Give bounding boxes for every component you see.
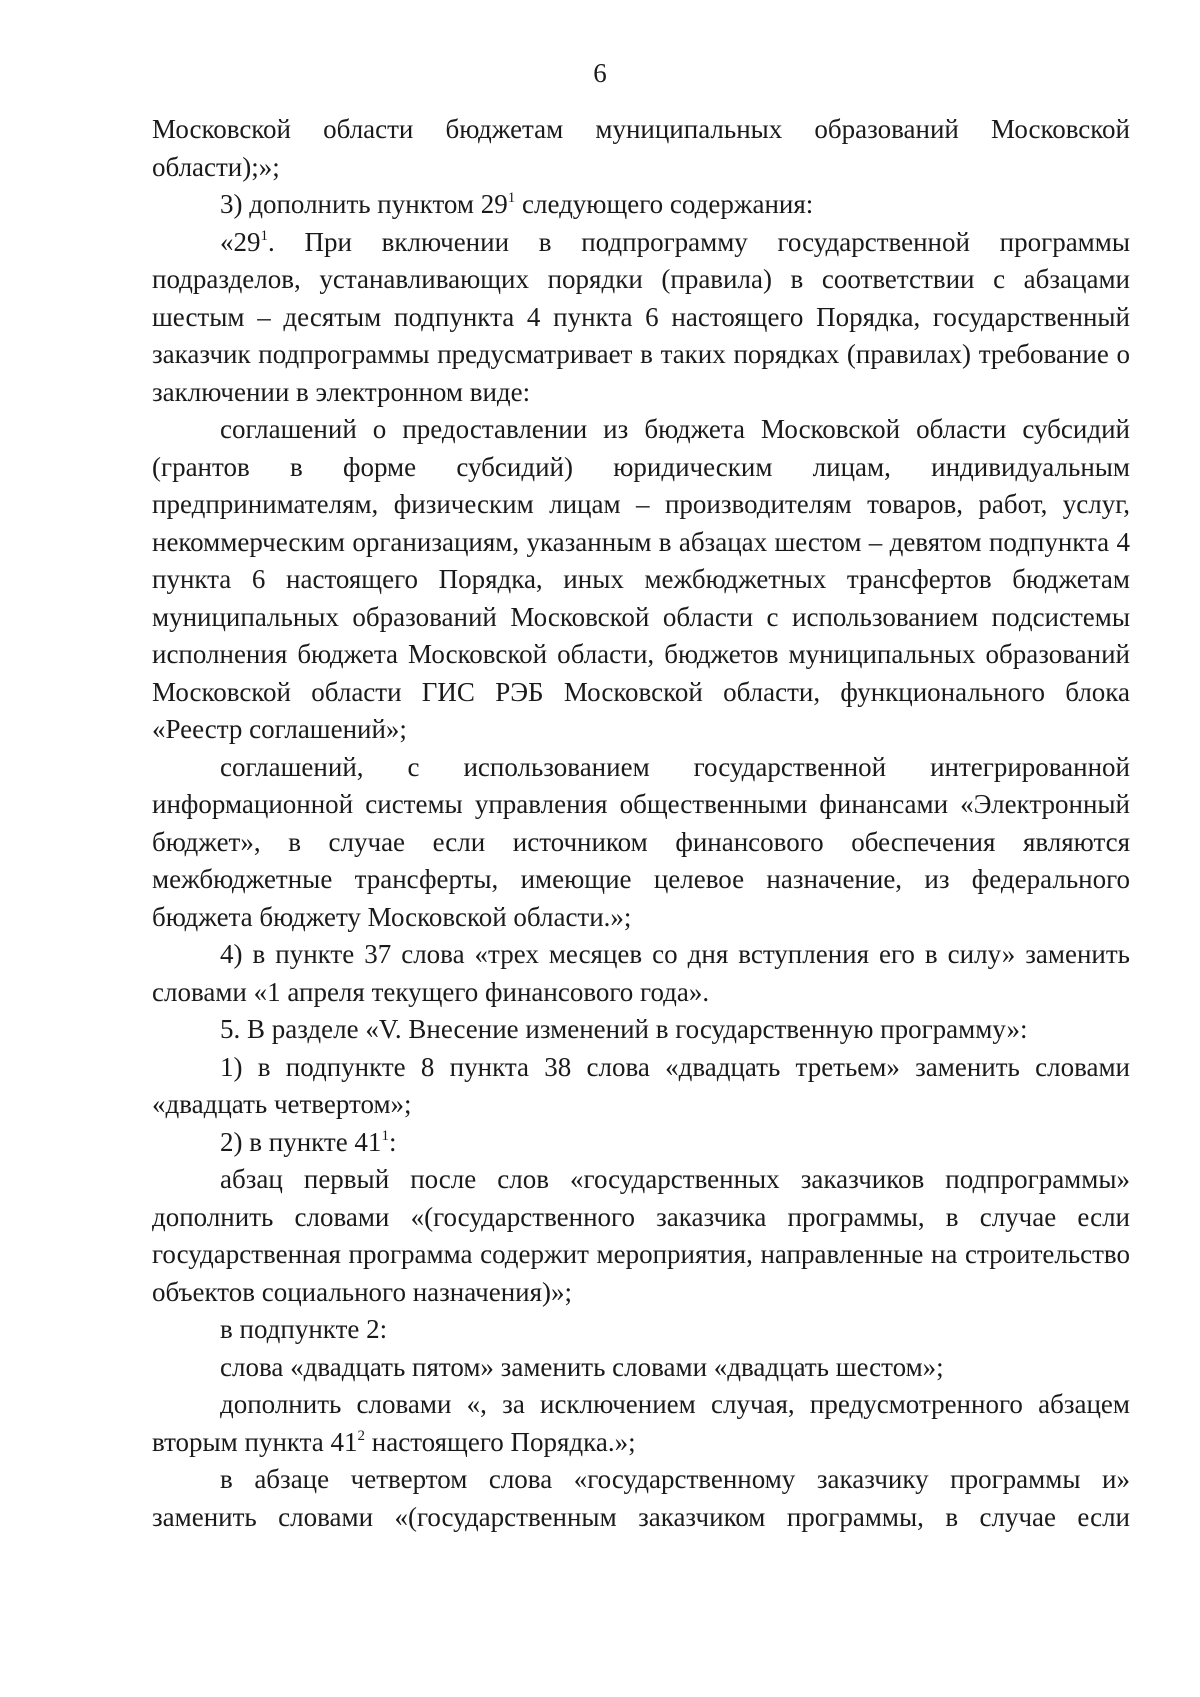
paragraph-text: 4) в пункте 37 слова «трех месяцев со дня вступления его в силу» заменить словами «1 апреля текущего финансового года». <box>152 939 1130 1007</box>
paragraph-text: в абзаце четвертом слова «государственному заказчику программы и» заменить словами «(государственным заказчиком программы, в случае если <box>152 1464 1130 1532</box>
paragraph-p2 <box>152 186 1130 224</box>
paragraph-text: 1) в подпункте 8 пункта 38 слова «двадцать третьем» заменить словами «двадцать четвертом»; <box>152 1051 1130 1119</box>
paragraph-p3 <box>152 224 1130 412</box>
paragraph-p7 <box>152 1011 1130 1049</box>
paragraph-text: 2) в пункте 41 <box>220 1126 382 1157</box>
paragraph-text: следующего содержания: <box>515 189 814 219</box>
paragraph-text: . При включении в подпрограмму государственной программы подразделов, устанавливающих порядки (правила) в соответствии с абзацами шестым – десятым подпункта 4 пункта 6 настоящего Порядка, государственный заказчик подпрограммы предусматривает в таких порядках (правилах) требование о заключении в электронном виде: <box>152 226 1130 407</box>
paragraph-text: 3) дополнить пунктом 29 <box>220 189 508 219</box>
superscript: 1 <box>507 190 516 206</box>
paragraph-text: : <box>388 1126 397 1157</box>
superscript: 1 <box>260 227 268 244</box>
paragraph-text: Московской области бюджетам муниципальных образований Московской области);»; <box>152 114 1130 182</box>
paragraph-p9 <box>152 1124 1130 1162</box>
paragraph-text: абзац первый после слов «государственных заказчиков подпрограммы» дополнить словами «(государственного заказчика программы, в случае если государственная программа содержит мероприятия, направленные на строительство объектов социального назначения)»; <box>152 1164 1130 1307</box>
paragraph-text: дополнить словами «, за исключением случая, предусмотренного абзацем вторым пункта 41 <box>152 1389 1130 1457</box>
paragraph-text: настоящего Порядка.»; <box>365 1426 636 1457</box>
paragraph-p8 <box>152 1049 1130 1124</box>
document-body <box>152 111 1130 1536</box>
superscript: 2 <box>357 1427 366 1444</box>
paragraph-p11 <box>152 1311 1130 1349</box>
paragraph-text: соглашений о предоставлении из бюджета Московской области субсидий (грантов в форме субсидий) юридическим лицам, индивидуальным предпринимателям, физическим лицам – производителям товаров, работ, услуг, некоммерческим организациям, указанным в абзацах шестом – девятом подпункта 4 пункта 6 настоящего Порядка, иных межбюджетных трансфертов бюджетам муниципальных образований Московской области с использованием подсистемы исполнения бюджета Московской области, бюджетов муниципальных образований Московской области ГИС РЭБ Московской области, функционального блока «Реестр соглашений»; <box>152 414 1130 744</box>
paragraph-text: соглашений, с использованием государственной интегрированной информационной системы управления общественными финансами «Электронный бюджет», в случае если источником финансового обеспечения являются межбюджетные трансферты, имеющие целевое назначение, из федерального бюджета бюджету Московской области.»; <box>152 751 1130 932</box>
superscript: 1 <box>381 1127 389 1144</box>
paragraph-p10 <box>152 1161 1130 1311</box>
paragraph-p14 <box>152 1461 1130 1536</box>
paragraph-text: слова «двадцать пятом» заменить словами «двадцать шестом»; <box>220 1351 944 1382</box>
paragraph-text: в подпункте 2: <box>220 1314 388 1344</box>
paragraph-p6 <box>152 936 1130 1011</box>
paragraph-text: «29 <box>220 226 261 257</box>
paragraph-p4 <box>152 411 1130 749</box>
paragraph-p1 <box>152 111 1130 186</box>
paragraph-text: 5. В разделе «V. Внесение изменений в государственную программу»: <box>220 1014 1028 1044</box>
page-number: 6 <box>593 58 607 88</box>
paragraph-p12 <box>152 1349 1130 1387</box>
paragraph-p5 <box>152 749 1130 937</box>
paragraph-p13 <box>152 1386 1130 1461</box>
